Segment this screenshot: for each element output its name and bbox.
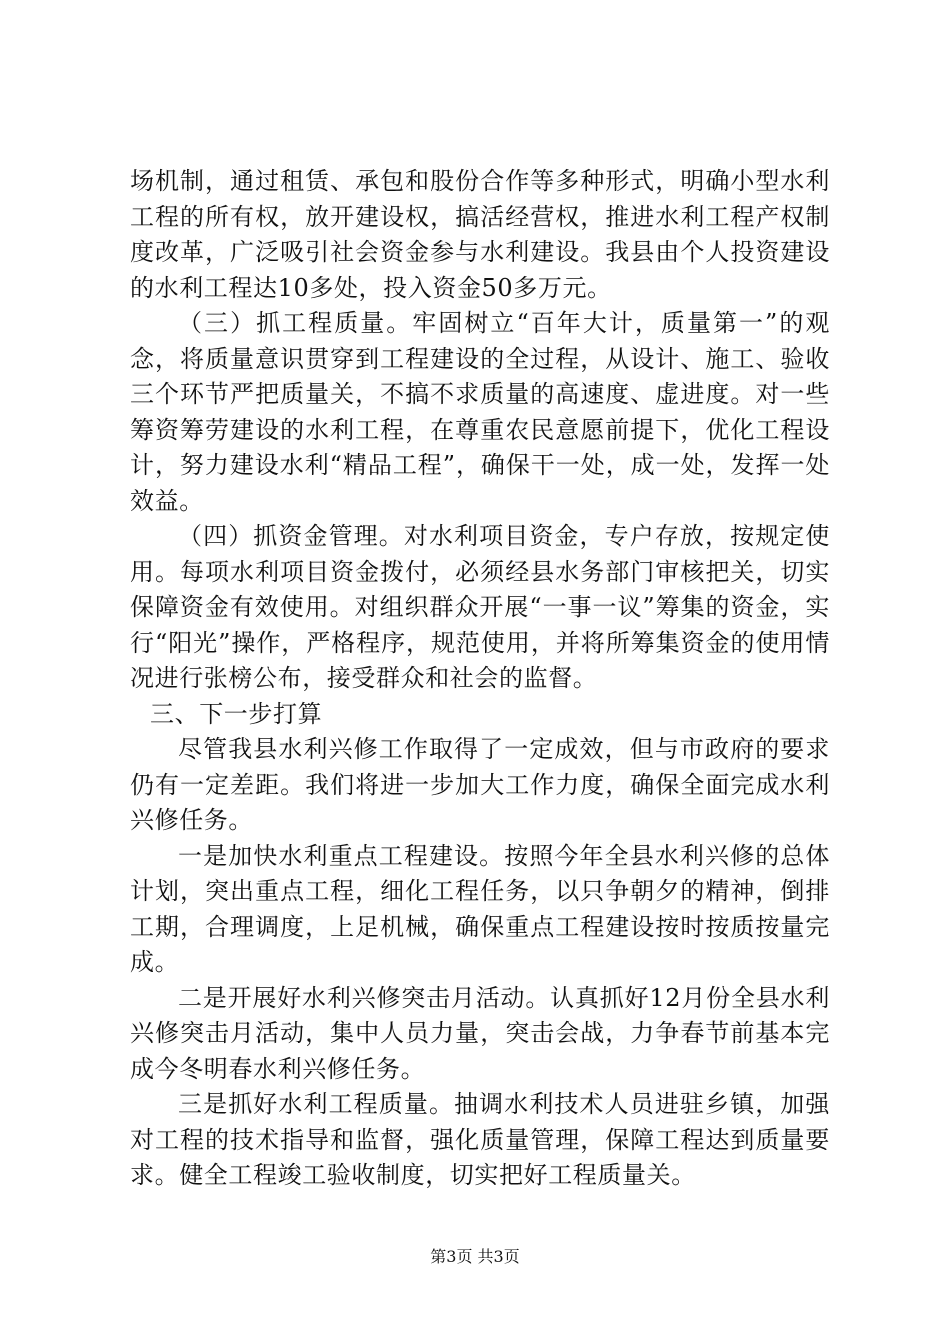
paragraph-continuation: 场机制，通过租赁、承包和股份合作等多种形式，明确小型水利工程的所有权，放开建设权，搞活经营权，推进水利工程产权制度改革，广泛吸引社会资金参与水利建设。我县由个人投资建设的水利工程达10多处，投入资金50多万元。 bbox=[130, 167, 830, 302]
paragraph-quality-control: 三是抓好水利工程质量。抽调水利技术人员进驻乡镇，加强对工程的技术指导和监督，强化质量管理，保障工程达到质量要求。健全工程竣工验收制度，切实把好工程质量关。 bbox=[130, 1090, 830, 1189]
section-heading-next-steps: 三、下一步打算 bbox=[150, 699, 323, 728]
paragraph-fund-management: （四）抓资金管理。对水利项目资金，专户存放，按规定使用。每项水利项目资金拨付，必须经县水务部门审核把关，切实保障资金有效使用。对组织群众开展“一事一议”筹集的资金，实行“阳光”操作，严格程序，规范使用，并将所筹集资金的使用情况进行张榜公布，接受群众和社会的监督。 bbox=[130, 522, 830, 692]
paragraph-key-projects: 一是加快水利重点工程建设。按照今年全县水利兴修的总体计划，突出重点工程，细化工程任务，以只争朝夕的精神，倒排工期，合理调度，上足机械，确保重点工程建设按时按质按量完成。 bbox=[130, 841, 830, 976]
document-body bbox=[130, 164, 830, 1194]
paragraph-engineering-quality: （三）抓工程质量。牢固树立“百年大计，质量第一”的观念，将质量意识贯穿到工程建设的全过程，从设计、施工、验收三个环节严把质量关，不搞不求质量的高速度、虚进度。对一些筹资筹劳建设的水利工程，在尊重农民意愿前提下，优化工程设计，努力建设水利“精品工程”，确保干一处，成一处，发挥一处效益。 bbox=[130, 309, 830, 515]
page-number-footer: 第3页 共3页 bbox=[430, 1247, 520, 1266]
paragraph-campaign-month: 二是开展好水利兴修突击月活动。认真抓好12月份全县水利兴修突击月活动，集中人员力量，突击会战，力争春节前基本完成今冬明春水利兴修任务。 bbox=[130, 983, 830, 1083]
paragraph-next-steps-intro: 尽管我县水利兴修工作取得了一定成效，但与市政府的要求仍有一定差距。我们将进一步加大工作力度，确保全面完成水利兴修任务。 bbox=[130, 735, 830, 834]
